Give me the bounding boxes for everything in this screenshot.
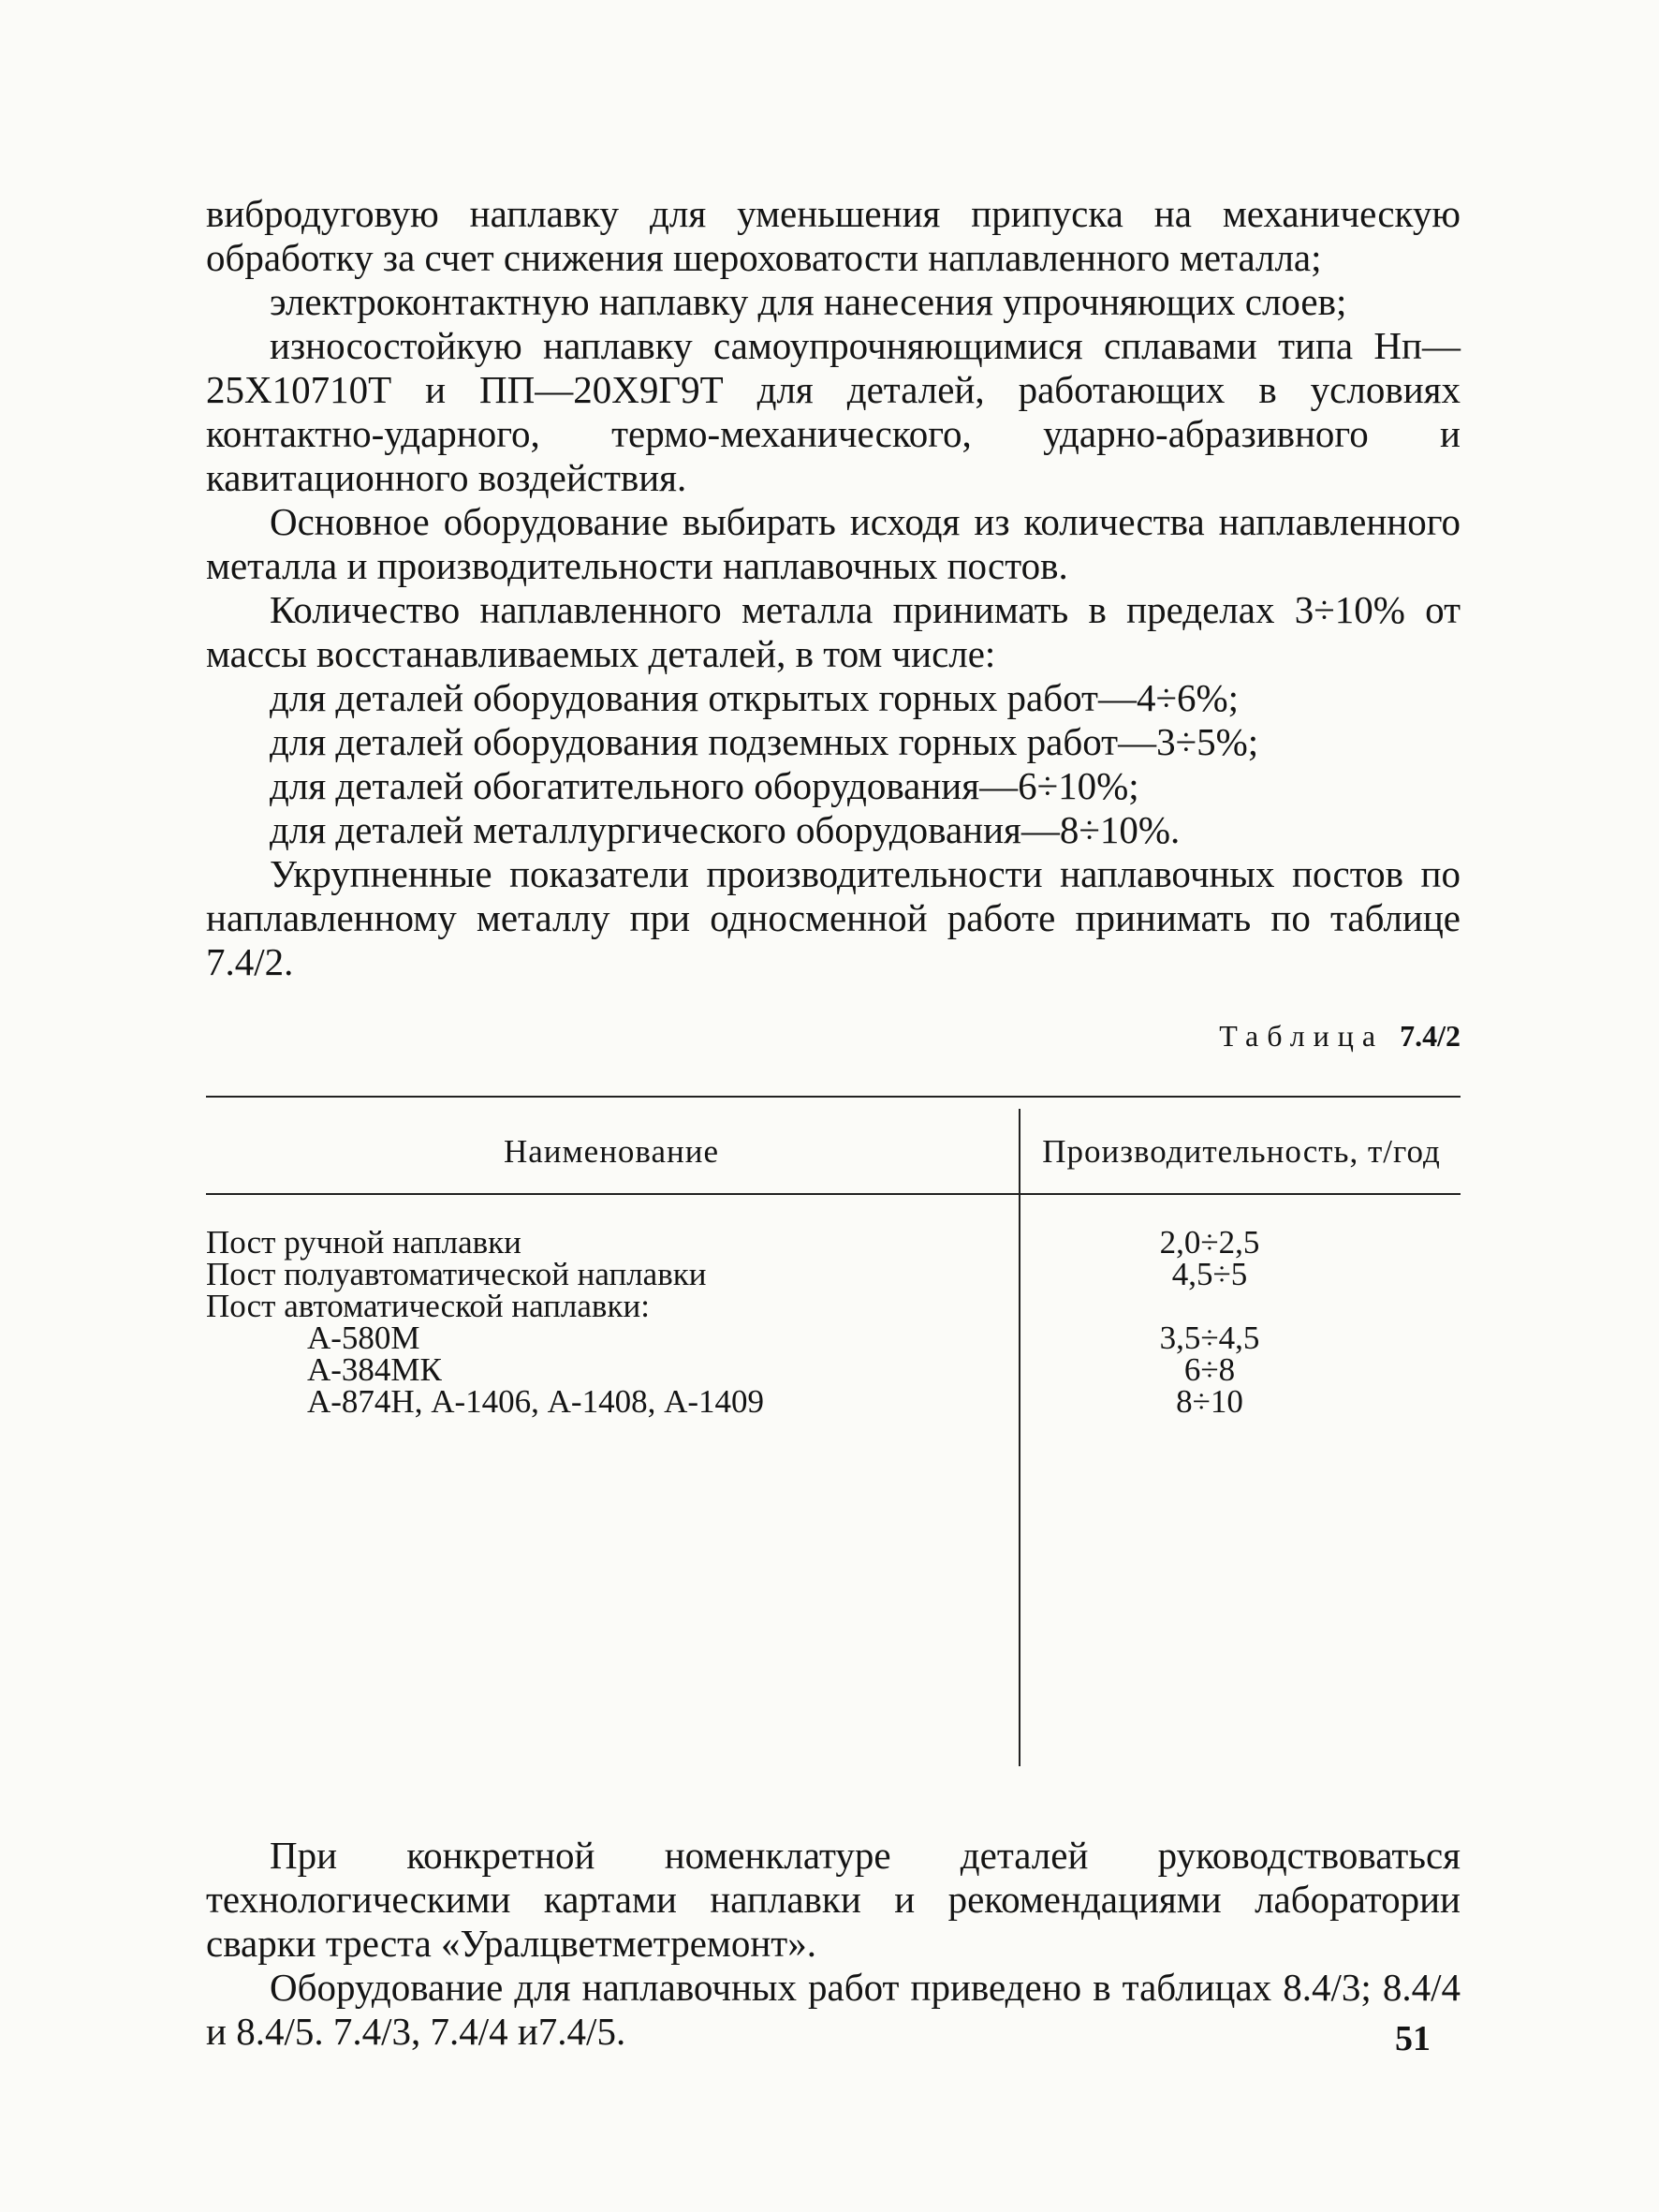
column-header-productivity: Производительность, т/год xyxy=(1042,1133,1441,1170)
body-text-top xyxy=(206,192,1461,984)
paragraph: вибродуговую наплавку для уменьшения припуска на механическую обработку за счет снижения шероховатости наплавленного металла; xyxy=(206,192,1461,279)
row-value: 8÷10 xyxy=(1176,1383,1243,1420)
table-row xyxy=(206,1351,1461,1388)
row-name: А-384МК xyxy=(307,1351,442,1388)
table-top-rule xyxy=(206,1096,1461,1098)
table-caption-number: 7.4/2 xyxy=(1400,1019,1461,1053)
table-column-divider xyxy=(1019,1109,1020,1766)
paragraph: Оборудование для наплавочных работ приведено в таблицах 8.4/3; 8.4/4 и 8.4/5. 7.4/3, 7.4/4 и7.4/5. xyxy=(206,1966,1461,2053)
column-header-name: Наименование xyxy=(503,1133,720,1170)
row-value: 6÷8 xyxy=(1183,1351,1236,1388)
row-name: А-874Н, А-1406, А-1408, А-1409 xyxy=(307,1383,765,1420)
table-caption xyxy=(936,1019,1461,1054)
paragraph: износостойкую наплавку самоупрочняющимися сплавами типа Нп—25Х10710Т и ПП—20Х9Г9Т для деталей, работающих в условиях контактно-ударного, термо-механического, ударно-абразивного и кавитационного воздействия. xyxy=(206,324,1461,499)
list-item: для деталей металлургического оборудования—8÷10%. xyxy=(270,808,1181,851)
list-item: для деталей оборудования открытых горных работ—4÷6%; xyxy=(270,676,1239,719)
list-item: для деталей обогатительного оборудования—6÷10%; xyxy=(270,764,1139,807)
table-row xyxy=(206,1383,1461,1420)
row-value: 3,5÷4,5 xyxy=(1159,1320,1260,1356)
row-name: Пост автоматической наплавки: xyxy=(206,1288,650,1324)
table-row xyxy=(206,1322,1461,1354)
row-name: Пост ручной наплавки xyxy=(206,1224,521,1261)
table-row xyxy=(206,1290,1461,1322)
row-name: А-580М xyxy=(307,1320,420,1356)
row-name: Пост полуавтоматической наплавки xyxy=(206,1256,707,1292)
row-value: 2,0÷2,5 xyxy=(1159,1224,1260,1261)
table-row xyxy=(206,1256,1461,1292)
paragraph: При конкретной номенклатуре деталей руководствоваться технологическими картами наплавки и рекомендациями лаборатории сварки треста «Уралцветметремонт». xyxy=(206,1834,1461,1965)
table-row xyxy=(206,1224,1461,1261)
productivity-table xyxy=(206,1096,1461,1779)
paragraph: Основное оборудование выбирать исходя из количества наплавленного металла и производительности наплавочных постов. xyxy=(206,500,1461,587)
row-value: 4,5÷5 xyxy=(1171,1256,1248,1292)
page-number: 51 xyxy=(1395,2019,1431,2058)
table-caption-label: Таблица xyxy=(1219,1019,1385,1053)
paragraph: Количество наплавленного металла принимать в пределах 3÷10% от массы восстанавливаемых деталей, в том числе: xyxy=(206,588,1461,675)
paragraph: Укрупненные показатели производительности наплавочных постов по наплавленному металлу при односменной работе принимать по таблице 7.4/2. xyxy=(206,852,1461,983)
body-text-bottom xyxy=(206,1834,1461,2054)
list-item: для деталей оборудования подземных горных работ—3÷5%; xyxy=(270,720,1259,763)
paragraph: электроконтактную наплавку для нанесения упрочняющих слоев; xyxy=(270,280,1347,323)
table-header-rule xyxy=(206,1193,1461,1195)
